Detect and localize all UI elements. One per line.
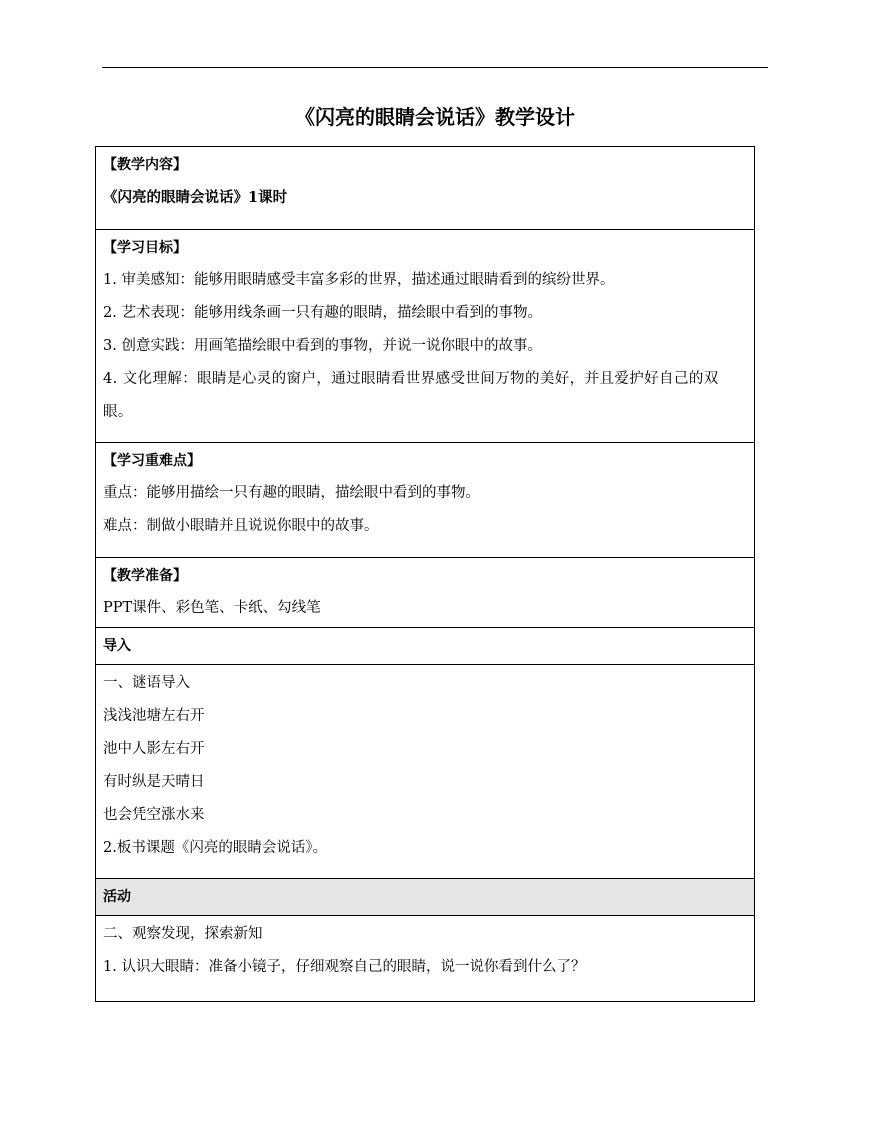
section-activity-content	[96, 916, 754, 1002]
preparation-materials: PPT课件、彩色笔、卡纸、勾线笔	[103, 600, 321, 616]
goal-item-4: 4. 文化理解：眼睛是心灵的窗户，通过眼睛看世界感受世间万物的美好，并且爱护好自己的双眼。	[103, 371, 719, 420]
document-title: 《闪亮的眼睛会说话》教学设计	[295, 105, 575, 129]
goal-item-2: 2. 艺术表现：能够用线条画一只有趣的眼睛，描绘眼中看到的事物。	[103, 305, 542, 321]
header-rule	[102, 67, 768, 68]
riddle-line-2: 池中人影左右开	[103, 741, 205, 757]
lesson-plan-table	[95, 146, 755, 1002]
section-heading-preparation: 【教学准备】	[103, 568, 187, 584]
section-heading-activity: 活动	[103, 889, 131, 905]
riddle-line-1: 浅浅池塘左右开	[103, 708, 205, 724]
section-intro-content	[96, 665, 754, 879]
intro-step-board-title: 2.板书课题《闪亮的眼睛会说话》。	[103, 840, 328, 856]
section-header-activity	[96, 879, 754, 916]
key-point-focus: 重点：能够用描绘一只有趣的眼睛，描绘眼中看到的事物。	[103, 485, 480, 501]
intro-step-riddle: 一、谜语导入	[103, 675, 190, 691]
section-heading-intro: 导入	[103, 638, 131, 654]
section-preparation	[96, 558, 754, 628]
section-heading-learning-goals: 【学习目标】	[103, 240, 187, 256]
goal-item-3: 3. 创意实践：用画笔描绘眼中看到的事物，并说一说你眼中的故事。	[103, 338, 542, 354]
key-point-difficulty: 难点：制做小眼睛并且说说你眼中的故事。	[103, 518, 379, 534]
riddle-line-3: 有时纵是天晴日	[103, 774, 205, 790]
activity-step-observe: 二、观察发现，探索新知	[103, 926, 263, 942]
teaching-content-line: 《闪亮的眼睛会说话》1课时	[103, 189, 288, 206]
section-heading-key-points: 【学习重难点】	[103, 453, 201, 469]
section-heading-teaching-content: 【教学内容】	[103, 157, 187, 173]
riddle-line-4: 也会凭空涨水来	[103, 807, 205, 823]
section-key-points	[96, 443, 754, 558]
section-teaching-content	[96, 147, 754, 230]
section-header-intro	[96, 628, 754, 665]
activity-item-1: 1. 认识大眼睛：准备小镜子，仔细观察自己的眼睛，说一说你看到什么了？	[103, 959, 586, 975]
goal-item-1: 1. 审美感知：能够用眼睛感受丰富多彩的世界，描述通过眼睛看到的缤纷世界。	[103, 272, 615, 288]
section-learning-goals	[96, 230, 754, 443]
